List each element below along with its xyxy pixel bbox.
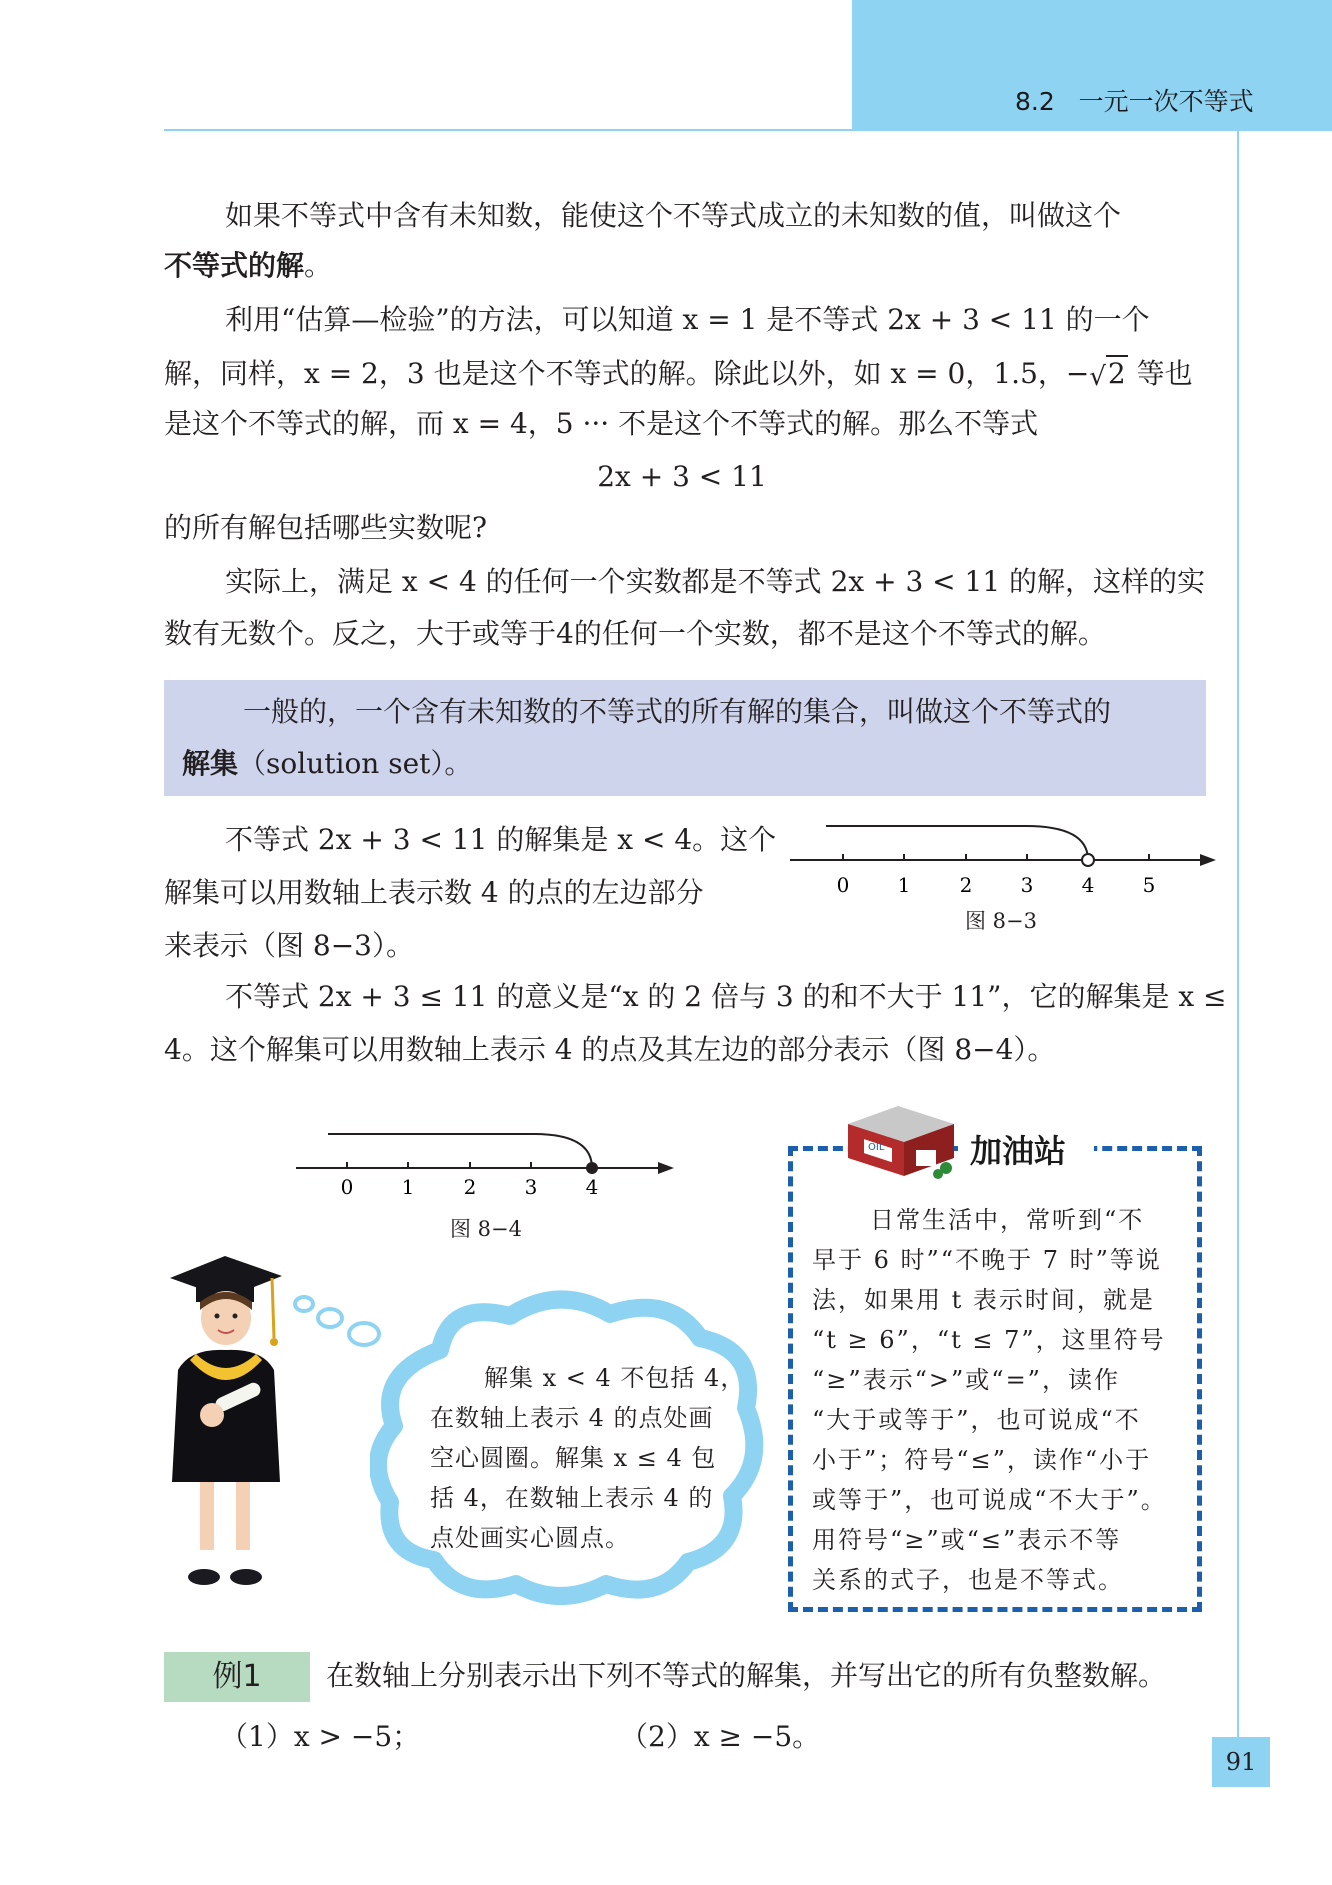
station-line-7: 小于”；符号“≤”，读作“小于: [812, 1446, 1152, 1474]
tick-label-0: 0: [340, 1175, 354, 1199]
gas-station-icon: [842, 1102, 962, 1182]
definition-line2: 解集（solution set）。: [182, 747, 473, 780]
cloud-line-1: 解集 x < 4 不包括 4，: [484, 1364, 746, 1392]
tick-label-4: 4: [1081, 873, 1095, 897]
para4-line2: 解集可以用数轴上表示数 4 的点的左边部分: [164, 876, 704, 909]
definition-line1: 一般的，一个含有未知数的不等式的所有解的集合，叫做这个不等式的: [243, 695, 1112, 728]
open-endpoint: [1082, 854, 1094, 866]
tick-label-2: 2: [463, 1175, 477, 1199]
page-number: 91: [1212, 1737, 1270, 1787]
section-number: 8.2: [1015, 87, 1055, 116]
figure-8-4-caption: 图 8−4: [450, 1217, 522, 1241]
para2-line4: 的所有解包括哪些实数呢?: [164, 511, 488, 544]
tick-label-0: 0: [836, 873, 850, 897]
para1-line1: 如果不等式中含有未知数，能使这个不等式成立的未知数的值，叫做这个: [225, 199, 1122, 232]
sqrt-radicand: 2: [1107, 357, 1126, 390]
para2-line3: 是这个不等式的解，而 x = 4，5 ··· 不是这个不等式的解。那么不等式: [164, 407, 1039, 440]
cloud-line-5: 点处画实心圆点。: [430, 1524, 630, 1552]
tick-label-1: 1: [897, 873, 911, 897]
cloud-line-3: 空心圆圈。解集 x ≤ 4 包: [430, 1444, 717, 1472]
term-solution-set: 解集: [182, 747, 239, 780]
example-item-1: （1）x > −5；: [220, 1720, 421, 1753]
example-text: 在数轴上分别表示出下列不等式的解集，并写出它的所有负整数解。: [326, 1659, 1167, 1692]
example-item-2: （2）x ≥ −5。: [620, 1720, 821, 1753]
figure-8-4-number-line: [290, 1120, 680, 1200]
para2-line1: 利用“估算—检验”的方法，可以知道 x = 1 是不等式 2x + 3 < 11 的一个: [225, 303, 1150, 336]
para5-line2: 4。这个解集可以用数轴上表示 4 的点及其左边的部分表示（图 8−4）。: [164, 1033, 1056, 1066]
tick-label-3: 3: [524, 1175, 538, 1199]
cloud-line-4: 括 4，在数轴上表示 4 的: [430, 1484, 714, 1512]
station-sign-text: OIL: [868, 1142, 885, 1153]
section-header: [1015, 82, 1254, 118]
para4-line1: 不等式 2x + 3 < 11 的解集是 x < 4。这个: [225, 823, 777, 856]
station-line-10: 关系的式子，也是不等式。: [812, 1566, 1124, 1594]
tick-label-5: 5: [1142, 873, 1156, 897]
display-formula: 2x + 3 < 11: [597, 460, 767, 493]
station-line-9: 用符号“≥”或“≤”表示不等: [812, 1526, 1122, 1554]
header-rule: [164, 129, 1332, 131]
section-title: 一元一次不等式: [1078, 87, 1254, 116]
figure-8-3-number-line: [780, 810, 1220, 920]
tick-label-2: 2: [959, 873, 973, 897]
term-solution: 不等式的解: [164, 249, 305, 282]
tick-label-4: 4: [585, 1175, 599, 1199]
para2-line2: 解，同样，x = 2，3 也是这个不等式的解。除此以外，如 x = 0，1.5，−√2 等也: [164, 357, 1193, 392]
closed-endpoint: [586, 1162, 598, 1174]
tick-label-1: 1: [401, 1175, 415, 1199]
cloud-line-2: 在数轴上表示 4 的点处画: [430, 1404, 714, 1432]
station-line-4: “t ≥ 6”，“t ≤ 7”，这里符号: [812, 1326, 1166, 1354]
para5-line1: 不等式 2x + 3 ≤ 11 的意义是“x 的 2 倍与 3 的和不大于 11”，它的解集是 x ≤: [225, 980, 1227, 1013]
figure-8-3-caption: 图 8−3: [965, 909, 1037, 933]
para4-line3: 来表示（图 8−3）。: [164, 929, 414, 962]
station-line-8: 或等于”，也可说成“不大于”。: [812, 1486, 1167, 1514]
para3-line2: 数有无数个。反之，大于或等于4的任何一个实数，都不是这个不等式的解。: [164, 617, 1106, 650]
station-title: 加油站: [970, 1132, 1067, 1170]
graduate-girl-illustration: [160, 1250, 300, 1610]
station-line-2: 早于 6 时”“不晚于 7 时”等说: [812, 1246, 1162, 1274]
station-line-6: “大于或等于”，也可说成“不: [812, 1406, 1141, 1434]
station-line-3: 法，如果用 t 表示时间，就是: [812, 1286, 1155, 1314]
para1-line2: 不等式的解。: [164, 249, 333, 282]
station-line-5: “≥”表示“>”或“=”，读作: [812, 1366, 1120, 1394]
right-margin-rule: [1237, 129, 1239, 1748]
tick-label-3: 3: [1020, 873, 1034, 897]
station-line-1: 日常生活中，常听到“不: [870, 1206, 1145, 1234]
example-label: 例1: [164, 1652, 310, 1702]
para3-line1: 实际上，满足 x < 4 的任何一个实数都是不等式 2x + 3 < 11 的解，这样的实: [225, 565, 1206, 598]
